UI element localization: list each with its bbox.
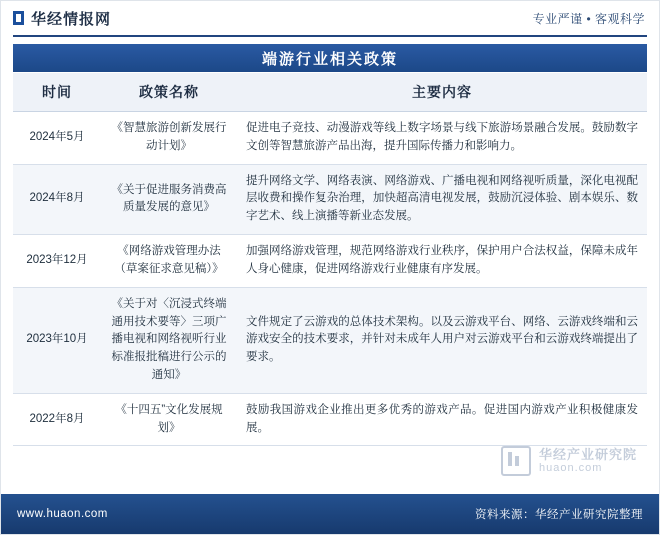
cell-policy-name: 《网络游戏管理办法（草案征求意见稿）》: [101, 235, 237, 288]
policy-table-wrapper: [13, 72, 647, 446]
policy-table: [13, 72, 647, 446]
cell-time: 2024年8月: [13, 164, 101, 234]
table-row: [13, 287, 647, 393]
cell-time: 2024年5月: [13, 112, 101, 165]
brand-name: 华经情报网: [31, 10, 112, 28]
header-tagline: 专业严谨 • 客观科学: [532, 11, 645, 26]
table-row: [13, 235, 647, 288]
huaon-watermark-icon: [501, 446, 531, 476]
brand: [13, 8, 111, 29]
cell-time: 2023年10月: [13, 287, 101, 393]
column-header-name: 政策名称: [101, 73, 237, 112]
cell-policy-name: 《智慧旅游创新发展行动计划》: [101, 112, 237, 165]
cell-content: 文件规定了云游戏的总体技术架构。以及云游戏平台、网络、云游戏终端和云游戏安全的技术要求，并针对未成年人用户对云游戏平台和云游戏终端提出了要求。: [237, 287, 647, 393]
footer-website: www.huaon.com: [17, 508, 108, 520]
cell-policy-name: 《十四五”文化发展规划》: [101, 393, 237, 446]
column-header-time: 时间: [13, 73, 101, 112]
cell-policy-name: 《关于对〈沉浸式终端通用技术要等〉三项广播电视和网络视听行业标准报批稿进行公示的通知》: [101, 287, 237, 393]
column-header-content: 主要内容: [237, 73, 647, 112]
page-header: [1, 1, 659, 35]
watermark-cn: 华经产业研究院: [538, 446, 637, 462]
cell-content: 鼓励我国游戏企业推出更多优秀的游戏产品。促进国内游戏产业积极健康发展。: [237, 393, 647, 446]
cell-content: 提升网络文学、网络表演、网络游戏、广播电视和网络视听质量，深化电视配层收费和操作复杂治理，加快超高清电视发展，鼓励沉浸体验、剧本娱乐、数字艺术、线上演播等新业态发展。: [237, 164, 647, 234]
watermark: [501, 446, 637, 476]
cell-time: 2023年12月: [13, 235, 101, 288]
footer-source: 资料来源：华经产业研究院整理: [475, 509, 643, 521]
header-divider: [13, 35, 647, 37]
table-row: [13, 112, 647, 165]
cell-time: 2022年8月: [13, 393, 101, 446]
table-header-row: [13, 73, 647, 112]
table-row: [13, 164, 647, 234]
cell-content: 促进电子竞技、动漫游戏等线上数字场景与线下旅游场景融合发展。鼓励数字文创等智慧旅游产品出海，提升国际传播力和影响力。: [237, 112, 647, 165]
cell-policy-name: 《关于促进服务消费高质量发展的意见》: [101, 164, 237, 234]
page-footer: [1, 494, 659, 534]
table-row: [13, 393, 647, 446]
page-title: 端游行业相关政策: [13, 44, 647, 72]
flag-mark-icon: [13, 11, 24, 25]
watermark-text: [539, 448, 637, 474]
cell-content: 加强网络游戏管理，规范网络游戏行业秩序，保护用户合法权益，保障未成年人身心健康，促进网络游戏行业健康有序发展。: [237, 235, 647, 288]
watermark-en: huaon.com: [538, 462, 603, 475]
